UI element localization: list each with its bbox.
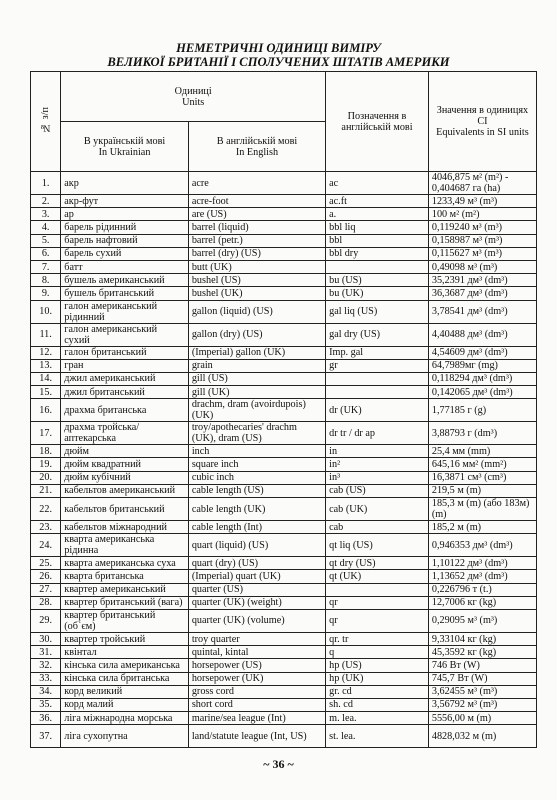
header-units [61,72,326,122]
table-row [31,646,537,659]
unit-symbol: cab (US) [326,484,429,497]
row-number: 35. [31,698,61,711]
unit-si-value: 0,49098 м³ (m³) [428,260,536,273]
table-row [31,484,537,497]
unit-english: square inch [188,458,325,471]
unit-si-value: 16,3871 см³ (cm³) [428,471,536,484]
unit-symbol: qr [326,596,429,609]
unit-symbol: cab (UK) [326,498,429,521]
unit-ukrainian: бушель американський [61,274,189,287]
table-row [31,422,537,445]
unit-ukrainian: джил британський [61,386,189,399]
row-number: 4. [31,221,61,234]
table-row [31,685,537,698]
unit-ukrainian: батт [61,260,189,273]
unit-english: acre-foot [188,195,325,208]
row-number: 9. [31,287,61,300]
unit-symbol: in² [326,458,429,471]
unit-symbol: bbl [326,234,429,247]
unit-english: bushel (UK) [188,287,325,300]
unit-si-value: 0,946353 дм³ (dm³) [428,534,536,557]
unit-symbol [326,583,429,596]
unit-si-value: 3,56792 м³ (m³) [428,698,536,711]
unit-symbol: hp (US) [326,659,429,672]
unit-english: quarter (UK) (weight) [188,596,325,609]
unit-symbol: qt (UK) [326,570,429,583]
unit-si-value: 4,54609 дм³ (dm³) [428,346,536,359]
unit-si-value: 3,88793 г (dm³) [428,422,536,445]
unit-si-value: 1233,49 м³ (m³) [428,195,536,208]
header-symbol: Позначення в англійській мові [326,72,429,172]
unit-ukrainian: кабельтов міжнародний [61,521,189,534]
unit-ukrainian: дюйм кубічний [61,471,189,484]
unit-si-value: 100 м² (m²) [428,208,536,221]
unit-english: barrel (petr.) [188,234,325,247]
unit-symbol: bu (US) [326,274,429,287]
unit-si-value: 1,10122 дм³ (dm³) [428,557,536,570]
unit-english: gross cord [188,685,325,698]
row-number: 5. [31,234,61,247]
units-table [30,71,537,748]
table-row [31,195,537,208]
unit-ukrainian: кварта британська [61,570,189,583]
row-number: 32. [31,659,61,672]
unit-ukrainian: квартер американський [61,583,189,596]
unit-si-value: 0,158987 м³ (m³) [428,234,536,247]
unit-si-value: 185,2 м (m) [428,521,536,534]
unit-english: barrel (liquid) [188,221,325,234]
row-number: 22. [31,498,61,521]
row-number: 36. [31,712,61,725]
unit-si-value: 0,115627 м³ (m³) [428,247,536,260]
unit-ukrainian: кварта американська рідинна [61,534,189,557]
unit-english: cable length (Int) [188,521,325,534]
header-units-label-en: Units [182,96,205,108]
unit-english: (Imperial) gallon (UK) [188,346,325,359]
unit-ukrainian: акр-фут [61,195,189,208]
row-number: 27. [31,583,61,596]
unit-english: troy quarter [188,632,325,645]
header-si-label-en: Equivalents in SI units [436,127,529,138]
row-number: 8. [31,274,61,287]
table-row [31,372,537,385]
unit-ukrainian: кабельтов американський [61,484,189,497]
unit-symbol: dr tr / dr ap [326,422,429,445]
table-row [31,458,537,471]
header-ukrainian-label: В українській мові [83,135,166,147]
unit-english: horsepower (US) [188,659,325,672]
unit-si-value: 0,142065 дм³ (dm³) [428,386,536,399]
row-number: 24. [31,534,61,557]
header-english-label-en: In English [235,146,279,158]
table-row [31,386,537,399]
unit-ukrainian: драхма британська [61,399,189,422]
unit-symbol: in [326,445,429,458]
unit-symbol: sh. cd [326,698,429,711]
unit-si-value: 12,7006 кг (kg) [428,596,536,609]
row-number: 3. [31,208,61,221]
row-number: 21. [31,484,61,497]
row-number: 11. [31,323,61,346]
row-number: 30. [31,632,61,645]
unit-english: quarter (US) [188,583,325,596]
row-number: 20. [31,471,61,484]
unit-english: quarter (UK) (volume) [188,609,325,632]
unit-english: short cord [188,698,325,711]
unit-english: butt (UK) [188,260,325,273]
table-row [31,712,537,725]
table-row [31,570,537,583]
row-number: 1. [31,172,61,195]
header-si-label: Значення в одиницях СІ [436,105,529,127]
table-row [31,208,537,221]
unit-english: bushel (US) [188,274,325,287]
header-number [31,72,61,172]
row-number: 31. [31,646,61,659]
row-number: 26. [31,570,61,583]
row-number: 19. [31,458,61,471]
unit-symbol: qt dry (US) [326,557,429,570]
header-units-label: Одиниці [174,85,212,97]
table-row [31,609,537,632]
unit-ukrainian: квартер тройський [61,632,189,645]
table-row [31,221,537,234]
unit-symbol: in³ [326,471,429,484]
unit-ukrainian: кабельтов британський [61,498,189,521]
unit-symbol: bu (UK) [326,287,429,300]
unit-si-value: 3,62455 м³ (m³) [428,685,536,698]
table-row [31,359,537,372]
unit-english: quart (liquid) (US) [188,534,325,557]
unit-english: gill (UK) [188,386,325,399]
table-row [31,287,537,300]
table-row [31,172,537,195]
unit-english: gill (US) [188,372,325,385]
unit-si-value: 4828,032 м (m) [428,725,536,748]
table-row [31,659,537,672]
table-row [31,445,537,458]
unit-ukrainian: ар [61,208,189,221]
unit-ukrainian: бушель британський [61,287,189,300]
unit-english: gallon (liquid) (US) [188,300,325,323]
unit-symbol: qt liq (US) [326,534,429,557]
unit-si-value: 64,7989мг (mg) [428,359,536,372]
table-row [31,471,537,484]
unit-ukrainian: джил американський [61,372,189,385]
unit-si-value: 36,3687 дм³ (dm³) [428,287,536,300]
unit-symbol: bbl liq [326,221,429,234]
unit-ukrainian: ліга міжнародна морська [61,712,189,725]
row-number: 17. [31,422,61,445]
row-number: 18. [31,445,61,458]
unit-ukrainian: барель сухий [61,247,189,260]
row-number: 13. [31,359,61,372]
table-row [31,346,537,359]
unit-english: cable length (UK) [188,498,325,521]
unit-symbol: Imp. gal [326,346,429,359]
row-number: 10. [31,300,61,323]
header-ukrainian [61,122,189,172]
unit-ukrainian: галон британський [61,346,189,359]
unit-symbol: gr [326,359,429,372]
row-number: 37. [31,725,61,748]
table-row [31,583,537,596]
row-number: 7. [31,260,61,273]
table-row [31,557,537,570]
unit-ukrainian: барель нафтовий [61,234,189,247]
unit-ukrainian: галон американський рідинний [61,300,189,323]
unit-symbol: a. [326,208,429,221]
unit-si-value: 35,2391 дм³ (dm³) [428,274,536,287]
unit-si-value: 4046,875 м² (m²) - 0,404687 га (ha) [428,172,536,195]
table-row [31,274,537,287]
header-ukrainian-label-en: In Ukrainian [98,146,151,158]
unit-english: land/statute league (Int, US) [188,725,325,748]
unit-si-value: 0,226796 т (t.) [428,583,536,596]
unit-english: cubic inch [188,471,325,484]
unit-english: barrel (dry) (US) [188,247,325,260]
table-row [31,596,537,609]
unit-ukrainian: ліга сухопутна [61,725,189,748]
unit-si-value: 645,16 мм² (mm²) [428,458,536,471]
unit-english: (Imperial) quart (UK) [188,570,325,583]
header-si [428,72,536,172]
unit-symbol: st. lea. [326,725,429,748]
title-line-2: ВЕЛИКОЇ БРИТАНІЇ І СПОЛУЧЕНИХ ШТАТІВ АМЕРИКИ [107,55,450,69]
unit-symbol: hp (UK) [326,672,429,685]
table-row [31,234,537,247]
unit-ukrainian: галон американський сухий [61,323,189,346]
title-line-1: НЕМЕТРИЧНІ ОДИНИЦІ ВИМІРУ [176,41,381,55]
unit-ukrainian: корд великий [61,685,189,698]
unit-symbol: qr. tr [326,632,429,645]
unit-symbol [326,260,429,273]
table-row [31,632,537,645]
unit-ukrainian: кінська сила американська [61,659,189,672]
unit-ukrainian: гран [61,359,189,372]
table-row [31,672,537,685]
unit-ukrainian: кварта американська суха [61,557,189,570]
unit-symbol: dr (UK) [326,399,429,422]
table-row [31,498,537,521]
row-number: 15. [31,386,61,399]
row-number: 28. [31,596,61,609]
unit-english: inch [188,445,325,458]
table-row [31,534,537,557]
header-english [188,122,325,172]
unit-english: drachm, dram (avoirdupois) (UK) [188,399,325,422]
unit-si-value: 745,7 Вт (W) [428,672,536,685]
row-number: 2. [31,195,61,208]
unit-si-value: 5556,00 м (m) [428,712,536,725]
unit-symbol: gal dry (US) [326,323,429,346]
table-row [31,725,537,748]
unit-si-value: 185,3 м (m) (або 183м) (m) [428,498,536,521]
unit-ukrainian: дюйм [61,445,189,458]
row-number: 12. [31,346,61,359]
unit-symbol: gal liq (US) [326,300,429,323]
unit-english: cable length (US) [188,484,325,497]
unit-english: grain [188,359,325,372]
unit-symbol: ac [326,172,429,195]
table-row [31,399,537,422]
row-number: 23. [31,521,61,534]
unit-english: are (US) [188,208,325,221]
unit-symbol: qr [326,609,429,632]
unit-english: quart (dry) (US) [188,557,325,570]
header-number-label: № з/п [40,107,52,133]
row-number: 29. [31,609,61,632]
unit-si-value: 0,119240 м³ (m³) [428,221,536,234]
table-body [31,172,537,748]
row-number: 6. [31,247,61,260]
unit-si-value: 746 Вт (W) [428,659,536,672]
unit-english: horsepower (UK) [188,672,325,685]
table-row [31,300,537,323]
unit-ukrainian: квартер британський (об`єм) [61,609,189,632]
unit-ukrainian: квартер британський (вага) [61,596,189,609]
table-row [31,521,537,534]
unit-si-value: 0,118294 дм³ (dm³) [428,372,536,385]
unit-symbol: m. lea. [326,712,429,725]
unit-ukrainian: дюйм квадратний [61,458,189,471]
table-row [31,247,537,260]
unit-si-value: 3,78541 дм³ (dm³) [428,300,536,323]
unit-symbol: ac.ft [326,195,429,208]
header-english-label: В англійській мові [216,135,298,147]
unit-symbol: bbl dry [326,247,429,260]
unit-symbol: q [326,646,429,659]
row-number: 33. [31,672,61,685]
unit-si-value: 0,29095 м³ (m³) [428,609,536,632]
unit-ukrainian: квінтал [61,646,189,659]
row-number: 14. [31,372,61,385]
unit-ukrainian: драхма тройська/аптекарська [61,422,189,445]
unit-symbol: cab [326,521,429,534]
table-row [31,260,537,273]
unit-si-value: 1,13652 дм³ (dm³) [428,570,536,583]
unit-si-value: 9,33104 кг (kg) [428,632,536,645]
unit-ukrainian: корд малий [61,698,189,711]
unit-si-value: 25,4 мм (mm) [428,445,536,458]
table-row [31,323,537,346]
unit-ukrainian: кінська сила британська [61,672,189,685]
unit-english: troy/apothecaries' drachm (UK), dram (US) [188,422,325,445]
unit-ukrainian: акр [61,172,189,195]
unit-si-value: 219,5 м (m) [428,484,536,497]
unit-si-value: 1,77185 г (g) [428,399,536,422]
unit-si-value: 4,40488 дм³ (dm³) [428,323,536,346]
unit-ukrainian: барель рідинний [61,221,189,234]
unit-si-value: 45,3592 кг (kg) [428,646,536,659]
row-number: 34. [31,685,61,698]
unit-english: quintal, kintal [188,646,325,659]
page-number: ~ 36 ~ [263,757,294,771]
unit-english: gallon (dry) (US) [188,323,325,346]
row-number: 16. [31,399,61,422]
unit-symbol: gr. cd [326,685,429,698]
unit-symbol [326,372,429,385]
row-number: 25. [31,557,61,570]
unit-symbol [326,386,429,399]
table-row [31,698,537,711]
unit-english: acre [188,172,325,195]
unit-english: marine/sea league (Int) [188,712,325,725]
